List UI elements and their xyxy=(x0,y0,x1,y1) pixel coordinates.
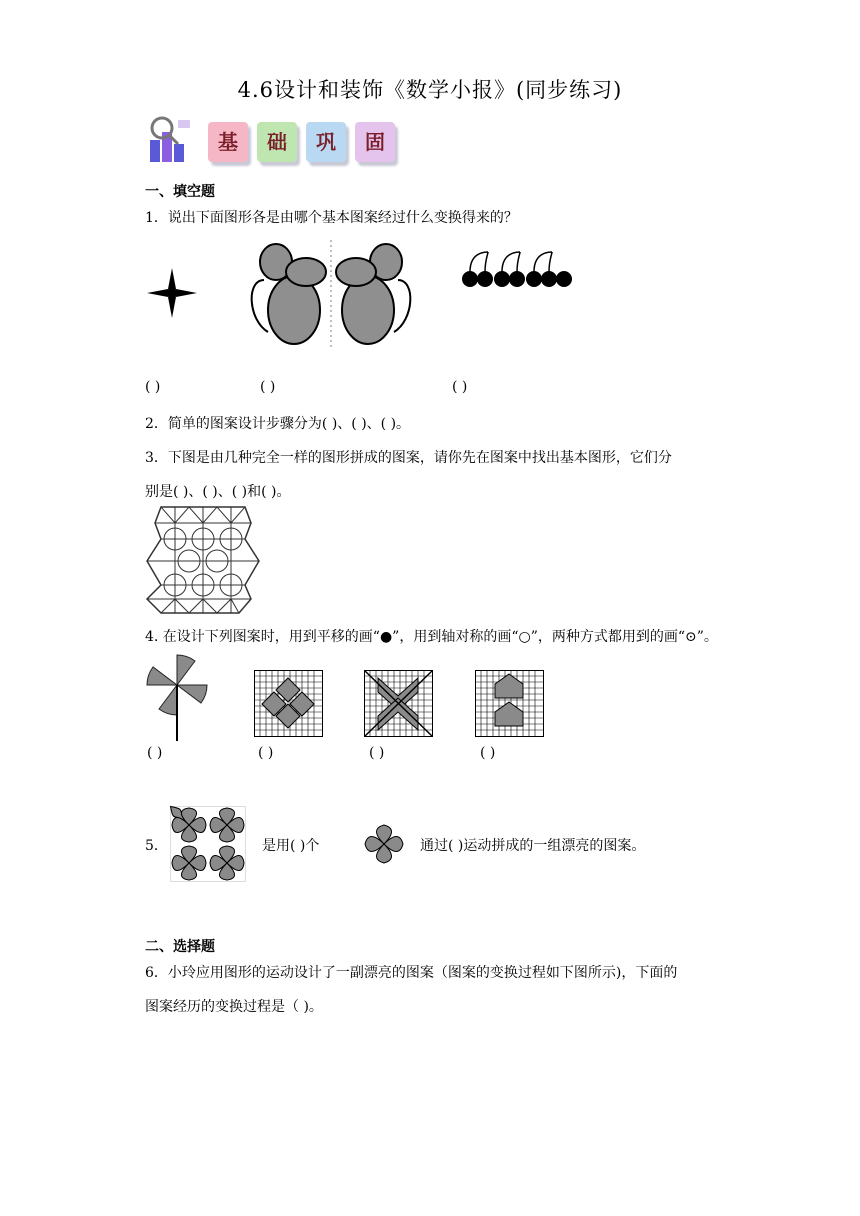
banner-tile-1: 基 xyxy=(208,122,248,162)
q1-answer-blank-1[interactable]: ( ) xyxy=(145,379,161,395)
tessellation-figure xyxy=(143,503,263,615)
question-6-line-2: 图案经历的变换过程是（ )。 xyxy=(145,999,323,1015)
page-title: 4.6设计和装饰《数学小报》(同步练习) xyxy=(237,78,623,102)
question-2: 2．简单的图案设计步骤分为( )、( )、( )。 xyxy=(145,416,411,432)
q4-answer-blank-3[interactable]: ( ) xyxy=(369,745,385,761)
four-point-star-figure xyxy=(145,266,199,320)
section-heading-fill-blank: 一、填空题 xyxy=(145,184,215,200)
q1-answer-blank-3[interactable]: ( ) xyxy=(452,379,468,395)
magnifier-icon xyxy=(144,114,194,166)
q4-answer-blank-1[interactable]: ( ) xyxy=(147,745,163,761)
question-4: 4. 在设计下列图案时，用到平移的画“●”，用到轴对称的画“○”，两种方式都用到的画“⊙”。 xyxy=(145,629,718,645)
q4-answer-blank-2[interactable]: ( ) xyxy=(258,745,274,761)
question-6-line-1: 6．小玲应用图形的运动设计了一副漂亮的图案（图案的变换过程如下图所示)，下面的 xyxy=(145,965,678,981)
question-1: 1．说出下面图形各是由哪个基本图案经过什么变换得来的？ xyxy=(145,210,518,226)
q4-answer-blank-4[interactable]: ( ) xyxy=(480,745,496,761)
grid-houses-figure xyxy=(475,670,545,738)
petal-pattern-figure xyxy=(170,806,246,882)
grid-diamonds-figure xyxy=(254,670,324,738)
question-3-line-2: 别是( )、( )、( )和( )。 xyxy=(145,484,291,500)
pinwheel-figure xyxy=(145,653,209,743)
banner-tile-4: 固 xyxy=(355,122,395,162)
banner-tile-3: 巩 xyxy=(306,122,346,162)
petal-unit-figure xyxy=(364,824,404,864)
grid-x-figure xyxy=(364,670,434,738)
banner-tile-2: 础 xyxy=(257,122,297,162)
cherries-figure xyxy=(460,248,574,290)
question-5-part-2: 通过( )运动拼成的一组漂亮的图案。 xyxy=(420,838,646,854)
question-5-part-1: 是用( )个 xyxy=(262,838,320,854)
banner xyxy=(144,114,404,170)
question-3-line-1: 3．下图是由几种完全一样的图形拼成的图案，请你先在图案中找出基本图形，它们分 xyxy=(145,450,672,466)
question-5-number: 5． xyxy=(145,838,168,854)
q1-answer-blank-2[interactable]: ( ) xyxy=(260,379,276,395)
mirrored-mice-figure xyxy=(246,240,416,352)
section-heading-multiple-choice: 二、选择题 xyxy=(145,939,215,955)
